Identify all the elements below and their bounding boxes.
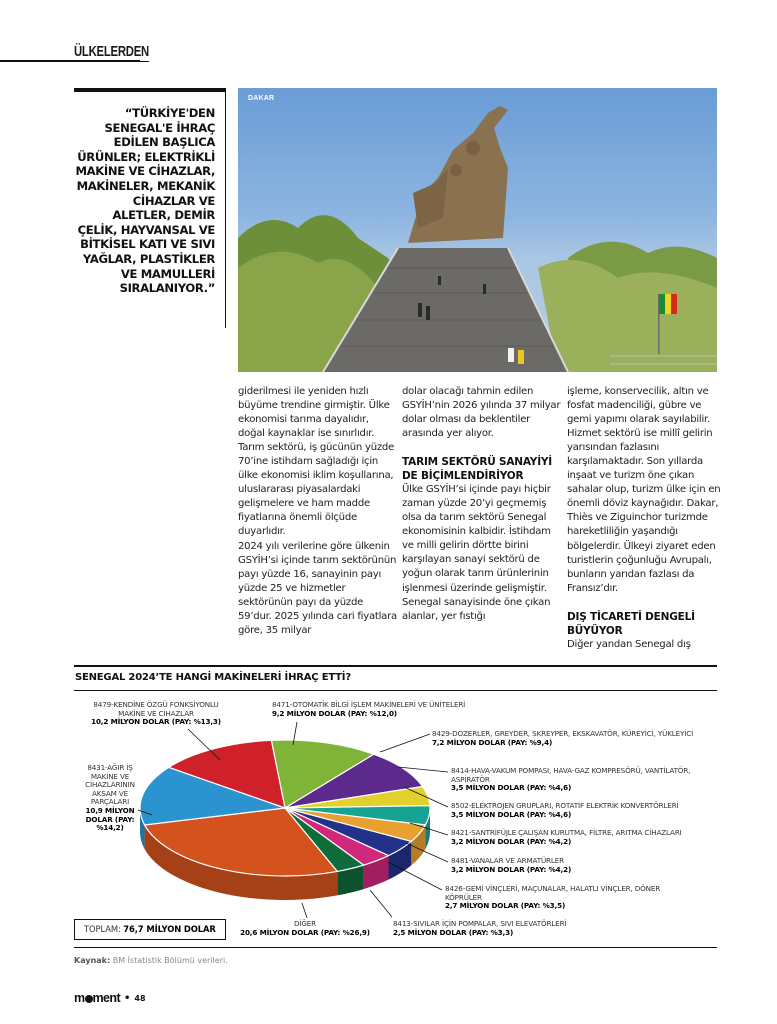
- article-paragraph: Diğer yandan Senegal dış: [567, 638, 691, 650]
- source-note: Kaynak: BM İstatistik Bölümü verileri.: [74, 956, 228, 965]
- chart-title: SENEGAL 2024’TE HANGİ MAKİNELERİ İHRAÇ ETTİ?: [75, 672, 351, 683]
- label-8479: 8479-KENDİNE ÖZGÜ FONKSİYONLU MAKİNE VE CİHAZLAR 10,2 MİLYON DOLAR (PAY: %13,3): [91, 700, 221, 727]
- chart-bottom-rule: [74, 947, 717, 948]
- page-number: 48: [134, 993, 146, 1003]
- label-8481: 8481-VANALAR VE ARMATÜRLER 3,2 MİLYON DOLAR (PAY: %4,2): [451, 856, 572, 874]
- label-8421: 8421-SANTRİFÜJLE ÇALIŞAN KURUTMA, FİLTRE, ARITMA CİHAZLARI 3,2 MİLYON DOLAR (PAY: %4,2): [451, 828, 682, 846]
- label-8429: 8429-DOZERLER, GREYDER, SKREYPER, EKSKAVATÖR, KÜREYİCİ, YÜKLEYİCİ 7,2 MİLYON DOLAR (PAY: %9,4): [432, 729, 694, 747]
- leader-line-DIGER: [302, 903, 307, 918]
- logo-dot-icon: [85, 995, 93, 1003]
- leader-line-8413: [370, 890, 392, 917]
- label-8413: 8413-SIVILAR İÇİN POMPALAR, SIVI ELEVATÖRLERİ 2,5 MİLYON DOLAR (PAY: %3,3): [393, 919, 567, 937]
- total-value: 76,7 MİLYON DOLAR: [123, 924, 216, 934]
- leader-line-8426: [388, 862, 442, 890]
- label-8431: 8431-AĞIR İŞ MAKİNE VE CİHAZLARININ AKSAM VE PARÇALARI 10,9 MİLYON DOLAR (PAY: %14,2): [85, 763, 135, 833]
- pull-quote: “TÜRKİYE'DEN SENEGAL'E İHRAÇ EDİLEN BAŞLICA ÜRÜNLER; ELEKTRİKLİ MAKİNE VE CİHAZLAR, MAKİNELER, MEKANİK CİHAZLAR VE ALETLER, DEMİR ÇELİK, HAYVANSAL VE BİTKİSEL KATI VE SIVI YAĞLAR, PLASTİKLER VE MAMULLERİ SIRALANIYOR.”: [75, 106, 215, 296]
- photo-caption: DAKAR: [248, 95, 275, 102]
- leader-line-8429: [380, 734, 430, 752]
- page-footer: [74, 991, 146, 1005]
- label-diger: DİĞER 20,6 MİLYON DOLAR (PAY: %26,9): [240, 919, 370, 937]
- subheading-foreign-trade: DIŞ TİCARETİ DENGELİ BÜYÜYOR: [567, 610, 695, 637]
- article-paragraph: giderilmesi ile yeniden hızlı büyüme trendine girmiştir. Ülke ekonomisi tarıma dayalıdır, doğal kaynaklar ise sınırlıdır. Tarım sektörü, iş gücünün yüzde 70’ine istihdam sağladığı için ülke ekonomisi iklim koşullarına, uluslararası piyasalardaki gelişmelere ve ham madde fiyatlarına önemli ölçüde duyarlıdır.: [238, 386, 395, 538]
- article-paragraph: dolar olacağı tahmin edilen GSYİH’nin 2026 yılında 37 milyar dolar olması da beklentiler arasında yer alıyor.: [402, 386, 561, 440]
- label-8502: 8502-ELEKTROJEN GRUPLARI, ROTATİF ELEKTRİK KONVERTÖRLERİ 3,5 MİLYON DOLAR (PAY: %4,6): [451, 801, 679, 819]
- label-8414: 8414-HAVA-VAKUM POMPASI, HAVA-GAZ KOMPRESÖRÜ, VANTİLATÖR, ASPİRATÖR 3,5 MİLYON DOLAR (PAY: %4,6): [451, 766, 691, 793]
- label-8471: 8471-OTOMATİK BİLGİ İŞLEM MAKİNELERİ VE ÜNİTELERİ 9,2 MİLYON DOLAR (PAY: %12,0): [272, 700, 466, 718]
- moment-logo: m ment: [74, 991, 121, 1005]
- total-box: TOPLAM: 76,7 MİLYON DOLAR: [74, 919, 226, 940]
- footer-separator: •: [124, 992, 131, 1004]
- article-paragraph: işleme, konservecilik, altın ve fosfat madenciliği, gübre ve gemi yapımı olarak sayılabilir. Hizmet sektörü ise millî gelirin yarısından fazlasını karşılamaktadır. Son yıllarda inşaat ve turizm öne çıkan sahalar olup, turizm ülke için en önemli döviz kaynağıdır. Dakar, Thiès ve Ziguinchor turizmde hareketliliğin yaşandığı bölgelerdir. Ülkeyi ziyaret eden turistlerin çoğunluğu Avrupalı, bunların yarıdan fazlası da Fransız’dır.: [567, 386, 721, 594]
- label-8426: 8426-GEMİ VİNÇLERİ, MAÇUNALAR, HALATLI VİNÇLER, DÖNER KÖPRÜLER 2,7 MİLYON DOLAR (PAY: %3,5): [445, 884, 661, 911]
- section-title: ÜLKELERDEN: [74, 44, 149, 60]
- subheading-agriculture: TARIM SEKTÖRÜ SANAYİYİ DE BİÇİMLENDİRİYOR: [402, 456, 553, 483]
- article-paragraph: Ülke GSYİH’si içinde payı hiçbir zaman yüzde 20’yi geçmemiş olsa da tarım sektörü Senegal ekonomisinin kalbidir. İstihdam ve milli gelirin dörtte birini karşılayan sanayi sektörü de yoğun olarak tarım ürünlerinin işlenmesi üzerinde gelişmiştir. Senegal sanayisinde öne çıkan alanlar, yer fıstığı: [402, 484, 551, 622]
- article-paragraph: 2024 yılı verilerine göre ülkenin GSYİH’si içinde tarım sektörünün payı yüzde 16, sanayinin payı yüzde 25 ve hizmetler sektörünün payı da yüzde 59’dur. 2025 yılında cari fiyatlara göre, 35 milyar: [238, 540, 397, 636]
